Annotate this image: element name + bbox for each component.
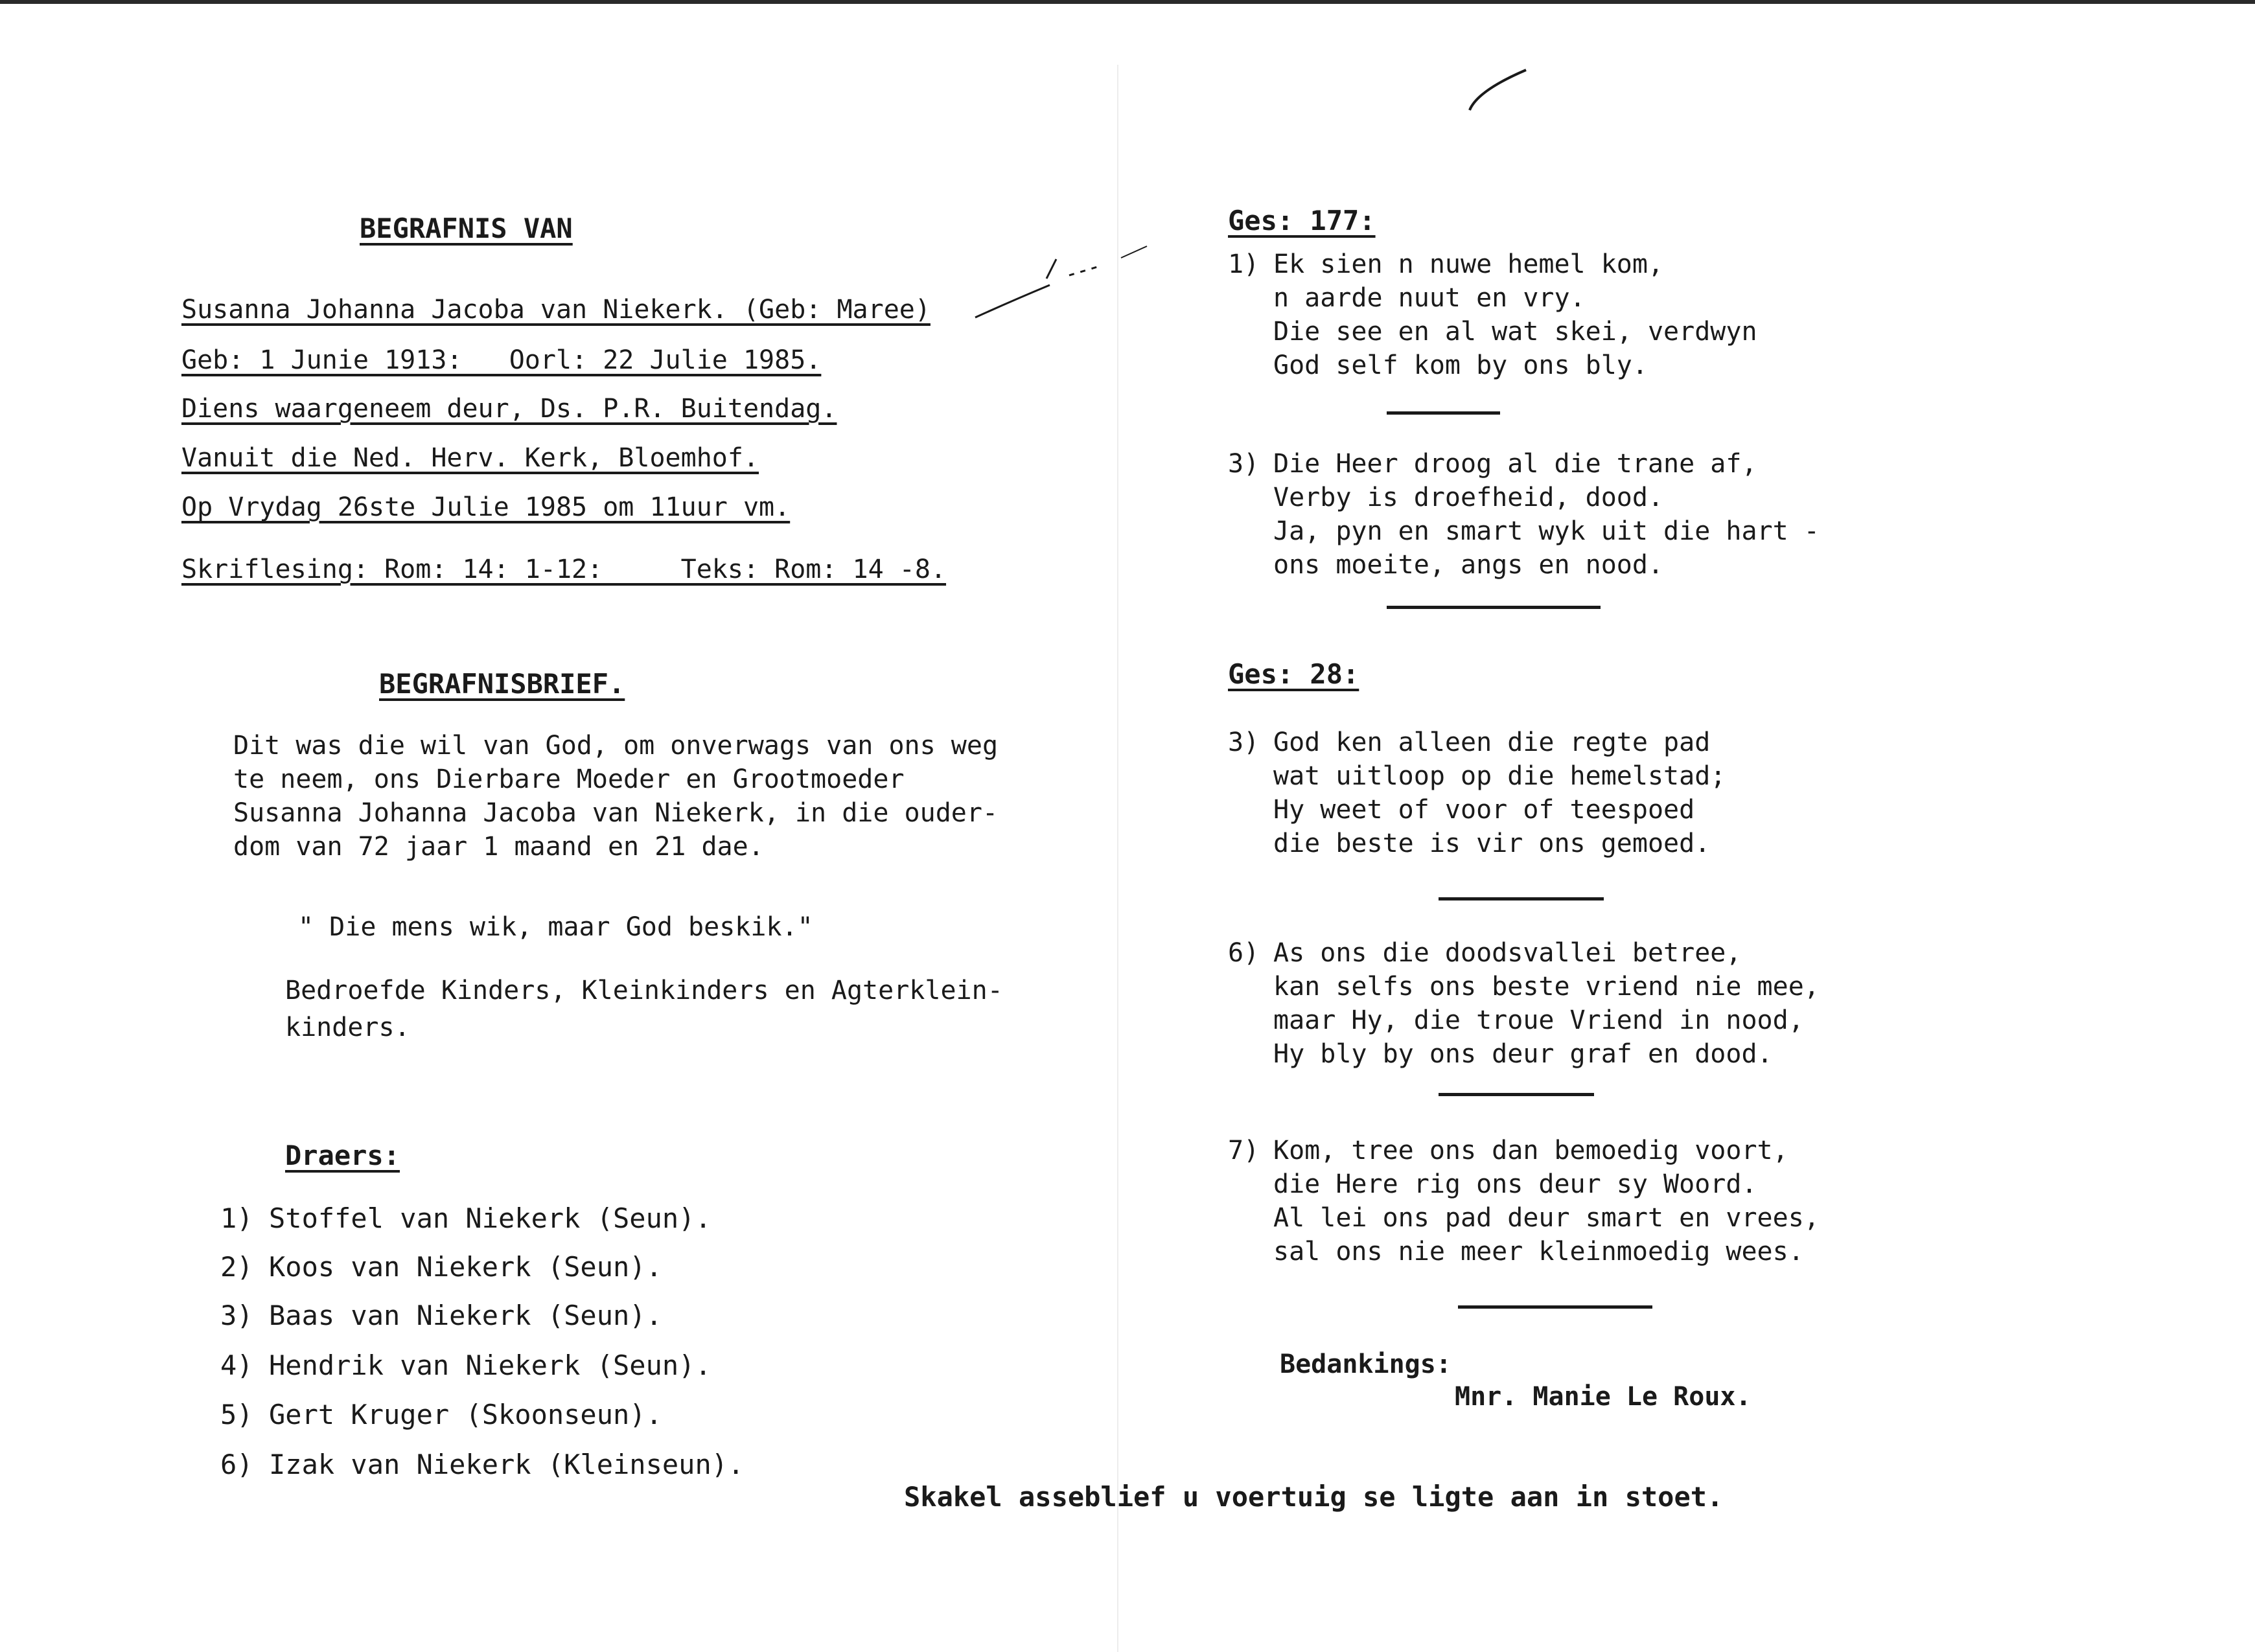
letter-signoff-line: kinders. <box>285 1013 410 1042</box>
verse-line: Ek sien n nuwe hemel kom, <box>1273 249 1664 279</box>
life-dates: Geb: 1 Junie 1913: Oorl: 22 Julie 1985. <box>181 345 822 375</box>
verse-line: maar Hy, die troue Vriend in nood, <box>1273 1005 1804 1035</box>
verse-lines <box>1273 1134 1820 1268</box>
verse-number: 7) <box>1228 1136 1260 1165</box>
service-date-time: Op Vrydag 26ste Julie 1985 om 11uur vm. <box>181 492 791 522</box>
bearer-name: Stoffel van Niekerk (Seun). <box>269 1202 711 1234</box>
verse-divider <box>1387 606 1601 609</box>
church: Vanuit die Ned. Herv. Kerk, Bloemhof. <box>181 443 759 473</box>
scripture-reading: Skriflesing: Rom: 14: 1-12: Teks: Rom: 14 -8. <box>181 555 947 584</box>
verse-lines <box>1273 447 1820 582</box>
verse-number: 3) <box>1228 728 1260 757</box>
hymn2-title: Ges: 28: <box>1228 658 1359 690</box>
bearer-number: 1) <box>220 1202 253 1234</box>
verse-lines <box>1273 247 1757 382</box>
verse-divider <box>1387 411 1500 415</box>
thanks-name: Mnr. Manie Le Roux. <box>1455 1382 1752 1412</box>
letter-title: BEGRAFNISBRIEF. <box>379 668 625 700</box>
verse-line: sal ons nie meer kleinmoedig wees. <box>1273 1237 1804 1267</box>
letter-body-line: Dit was die wil van God, om onverwags van ons weg <box>233 731 999 761</box>
letter-body-line: Susanna Johanna Jacoba van Niekerk, in die ouder- <box>233 798 999 828</box>
verse-line: n aarde nuut en vry. <box>1273 283 1586 313</box>
verse-line: kan selfs ons beste vriend nie mee, <box>1273 972 1820 1002</box>
verse-number: 3) <box>1228 449 1260 479</box>
heading: BEGRAFNIS VAN <box>360 212 573 244</box>
pen-mark-top <box>1464 65 1529 117</box>
bearer-name: Baas van Niekerk (Seun). <box>269 1300 662 1331</box>
bearer-number: 2) <box>220 1251 253 1283</box>
bearer-number: 3) <box>220 1300 253 1331</box>
bearer-number: 4) <box>220 1349 253 1381</box>
verse-number: 1) <box>1228 249 1260 279</box>
letter-quote: " Die mens wik, maar God beskik." <box>298 912 813 942</box>
bearer-name: Gert Kruger (Skoonseun). <box>269 1399 662 1430</box>
verse-line: As ons die doodsvallei betree, <box>1273 938 1742 968</box>
verse-line: God self kom by ons bly. <box>1273 350 1648 380</box>
deceased-name: Susanna Johanna Jacoba van Niekerk. (Geb: Maree) <box>181 295 931 325</box>
footer-notice: Skakel asseblief u voertuig se ligte aan in stoet. <box>904 1481 1724 1513</box>
verse-number: 6) <box>1228 938 1260 968</box>
bearers-title: Draers: <box>285 1140 400 1171</box>
verse-divider <box>1439 897 1604 901</box>
verse-line: ons moeite, angs en nood. <box>1273 550 1664 580</box>
verse-line: Die Heer droog al die trane af, <box>1273 449 1757 479</box>
bearer-name: Hendrik van Niekerk (Seun). <box>269 1349 711 1381</box>
bearer-number: 6) <box>220 1449 253 1480</box>
verse-line: Hy bly by ons deur graf en dood. <box>1273 1039 1773 1069</box>
verse-line: God ken alleen die regte pad <box>1273 728 1711 757</box>
verse-line: Al lei ons pad deur smart en vrees, <box>1273 1203 1820 1233</box>
verse-line: Verby is droefheid, dood. <box>1273 483 1664 512</box>
bearer-number: 5) <box>220 1399 253 1430</box>
verse-line: Ja, pyn en smart wyk uit die hart - <box>1273 516 1820 546</box>
letter-body-line: dom van 72 jaar 1 maand en 21 dae. <box>233 832 764 862</box>
verse-line: Die see en al wat skei, verdwyn <box>1273 317 1757 347</box>
verse-lines <box>1273 726 1726 860</box>
pen-mark-name <box>972 240 1153 330</box>
verse-line: die beste is vir ons gemoed. <box>1273 829 1711 858</box>
bearer-name: Izak van Niekerk (Kleinseun). <box>269 1449 745 1480</box>
hymn1-title: Ges: 177: <box>1228 205 1376 236</box>
bearer-name: Koos van Niekerk (Seun). <box>269 1251 662 1283</box>
thanks-label: Bedankings: <box>1280 1349 1451 1379</box>
scan-edge <box>0 0 2255 4</box>
verse-divider <box>1439 1093 1594 1096</box>
letter-body-line: te neem, ons Dierbare Moeder en Grootmoeder <box>233 764 905 794</box>
officiant: Diens waargeneem deur, Ds. P.R. Buitendag. <box>181 394 837 424</box>
verse-lines <box>1273 936 1820 1071</box>
verse-line: Hy weet of voor of teespoed <box>1273 795 1695 825</box>
verse-divider <box>1458 1305 1652 1309</box>
verse-line: Kom, tree ons dan bemoedig voort, <box>1273 1136 1788 1165</box>
verse-line: die Here rig ons deur sy Woord. <box>1273 1169 1757 1199</box>
letter-signoff-line: Bedroefde Kinders, Kleinkinders en Agterklein- <box>285 976 1003 1005</box>
verse-line: wat uitloop op die hemelstad; <box>1273 761 1726 791</box>
